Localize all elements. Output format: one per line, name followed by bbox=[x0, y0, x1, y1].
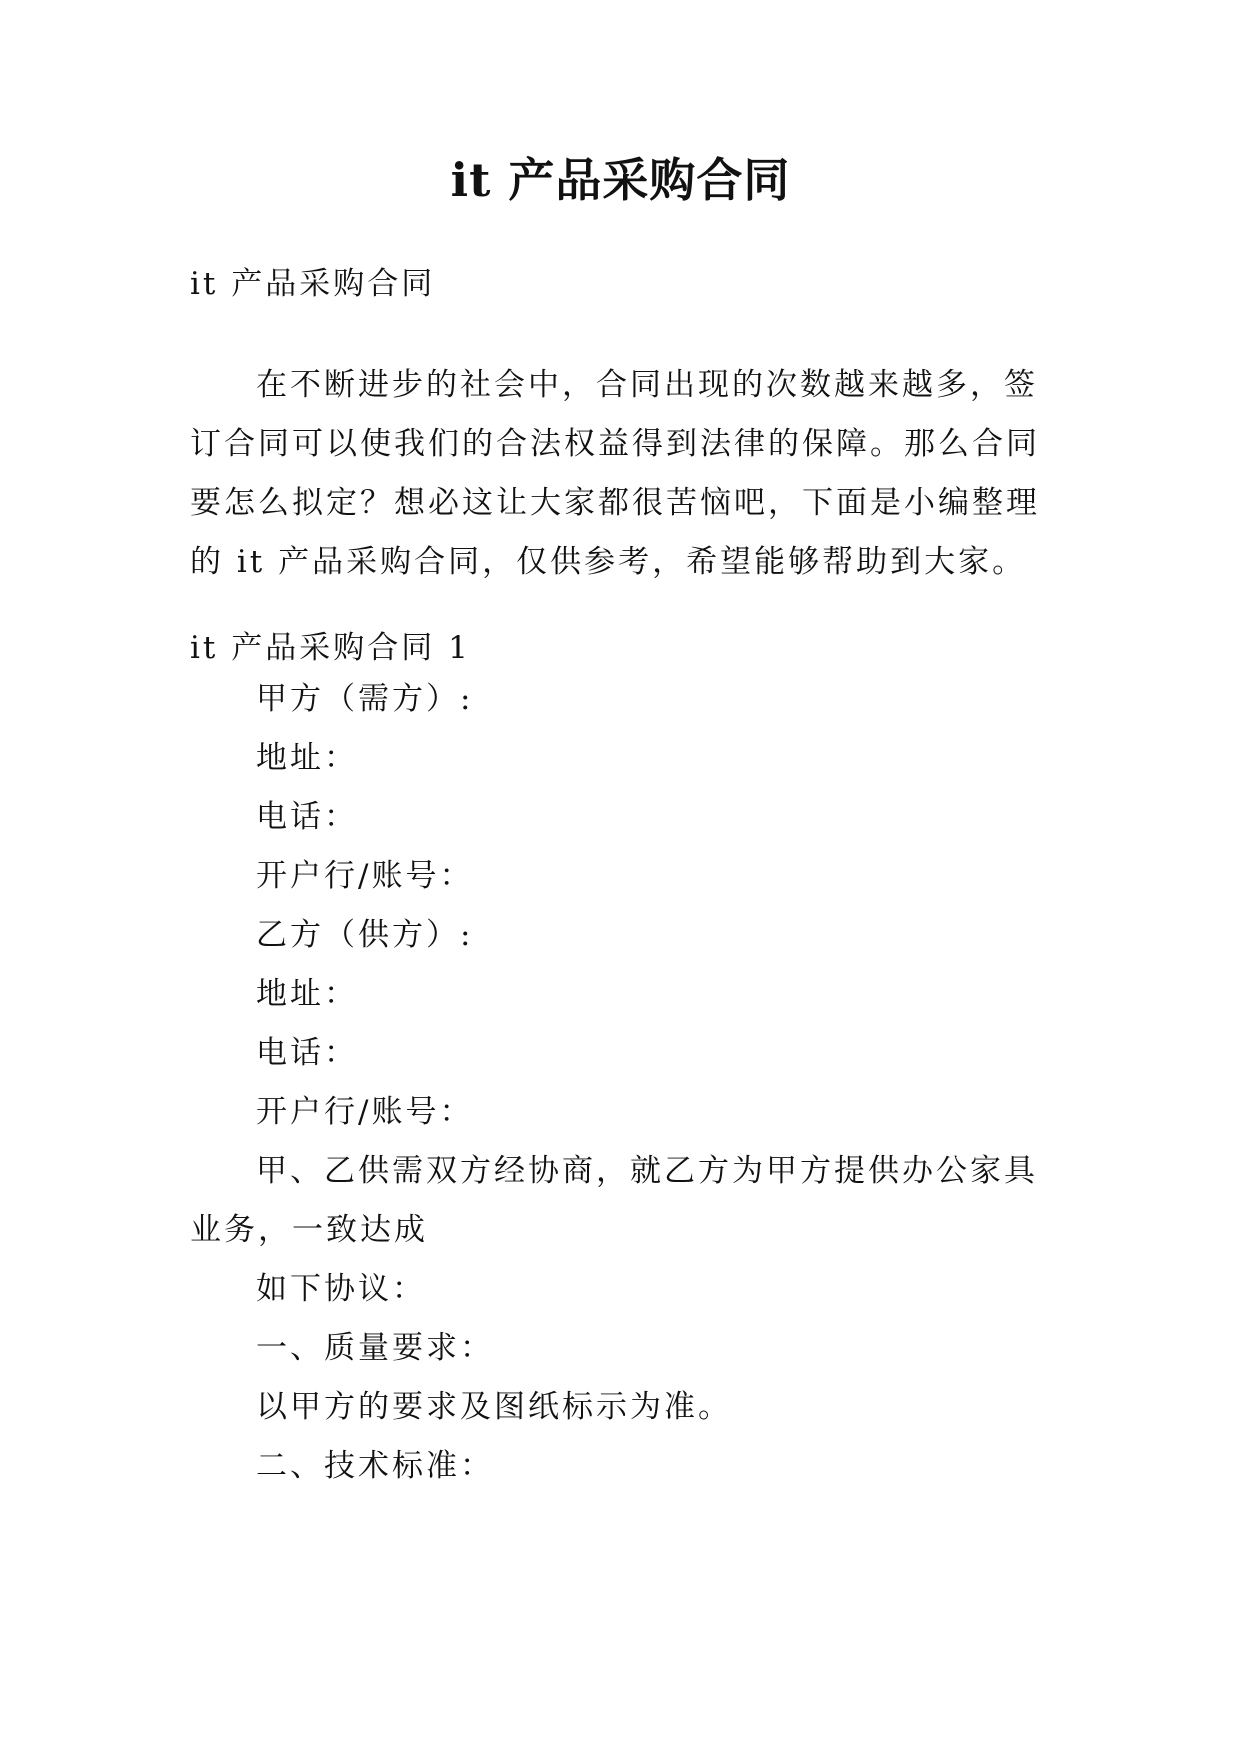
party-a-phone: 电话： bbox=[256, 799, 358, 835]
clause-1-heading: 一、质量要求： bbox=[256, 1330, 494, 1366]
party-b-phone: 电话： bbox=[256, 1035, 358, 1071]
section-title: it 产品采购合同 1 bbox=[190, 630, 471, 666]
contract-body bbox=[190, 670, 1055, 1496]
party-a-label: 甲方（需方）: bbox=[256, 681, 474, 717]
clause-2-heading: 二、技术标准： bbox=[256, 1448, 494, 1484]
agreement-intro: 如下协议： bbox=[256, 1271, 426, 1307]
document-title: it 产品采购合同 bbox=[450, 153, 791, 207]
party-b-address: 地址： bbox=[256, 976, 358, 1012]
intro-block bbox=[190, 356, 1055, 592]
party-a-bank: 开户行/账号： bbox=[256, 858, 474, 894]
agreement-paragraph: 甲、乙供需双方经协商，就乙方为甲方提供办公家具业务，一致达成 bbox=[190, 1153, 1038, 1248]
party-b-bank: 开户行/账号： bbox=[256, 1094, 474, 1130]
clause-1-text: 以甲方的要求及图纸标示为准。 bbox=[256, 1389, 732, 1425]
intro-paragraph: 在不断进步的社会中，合同出现的次数越来越多，签订合同可以使我们的合法权益得到法律的保障。那么合同要怎么拟定？想必这让大家都很苦恼吧，下面是小编整理的 it 产品采购合同，仅供参考，希望能够帮助到大家。 bbox=[190, 367, 1040, 580]
party-a-address: 地址： bbox=[256, 740, 358, 776]
document-subtitle: it 产品采购合同 bbox=[190, 266, 436, 302]
party-b-label: 乙方（供方）: bbox=[256, 917, 474, 953]
